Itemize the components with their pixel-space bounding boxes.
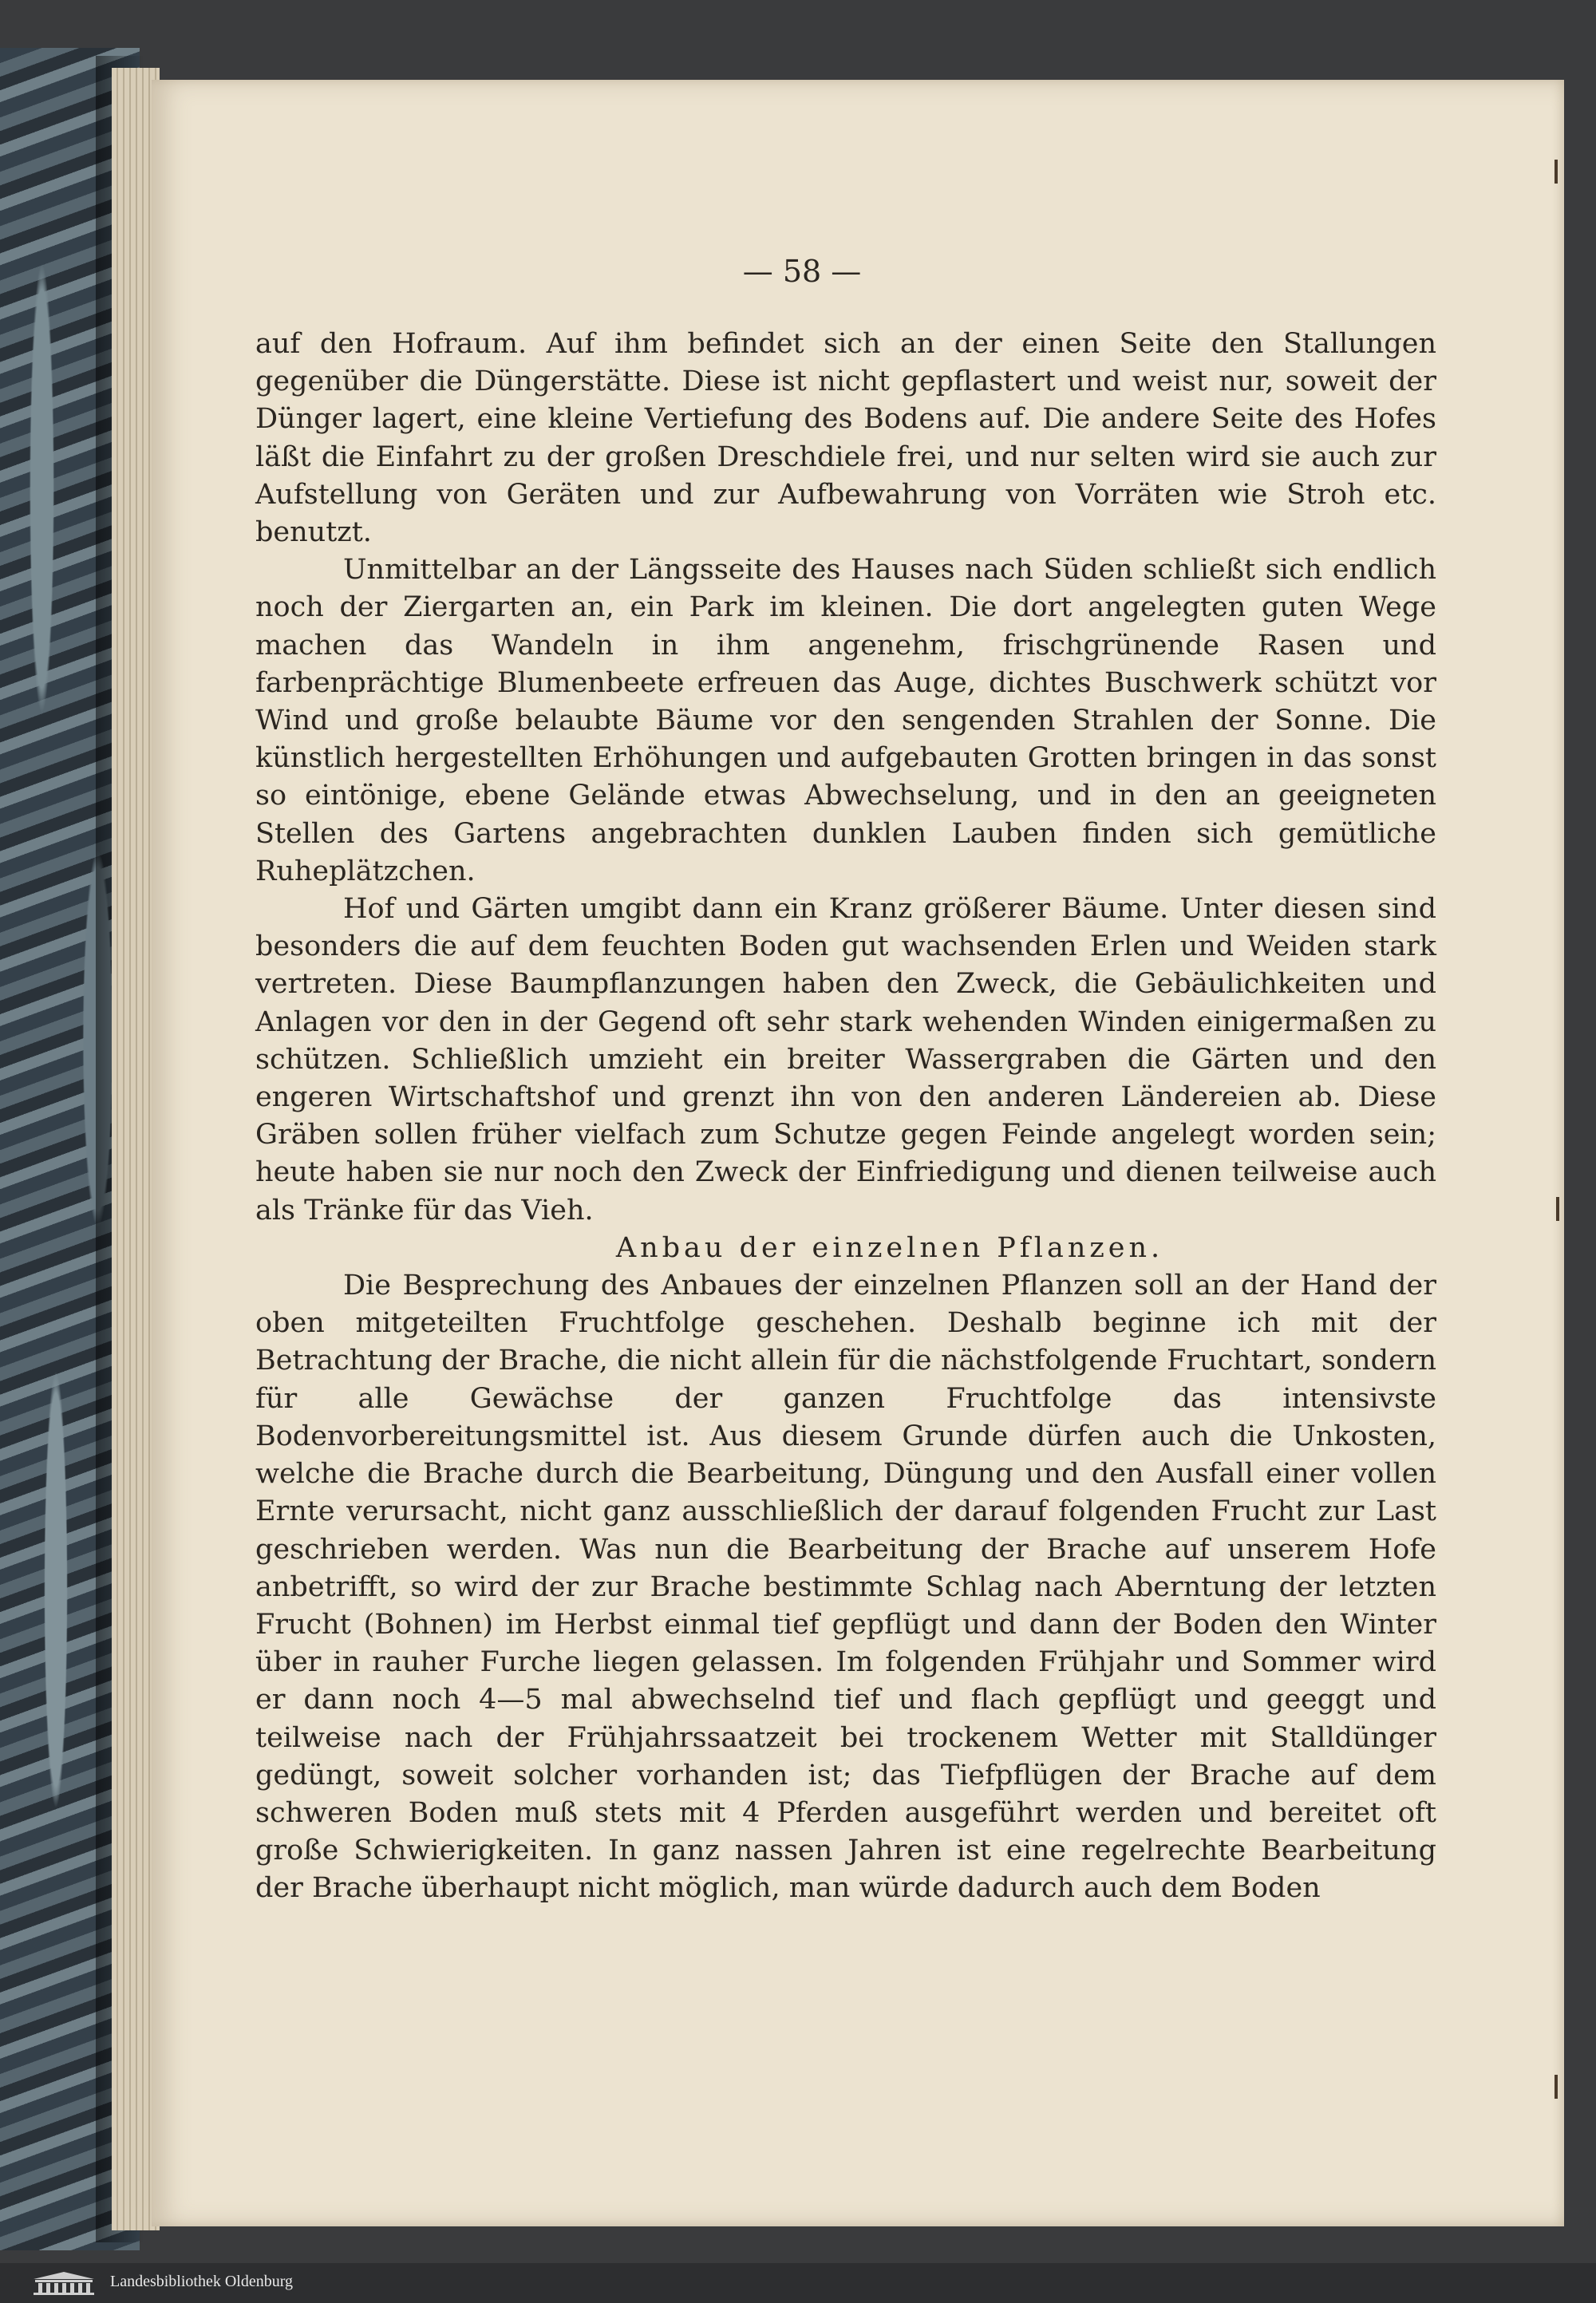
edge-mark (1555, 160, 1558, 184)
section-heading: Anbau der einzelnen Pflanzen. (615, 1231, 1164, 1264)
paragraph-3: Hof und Gärten umgibt dann ein Kranz größerer Bäume. Unter diesen sind besonders die auf dem feuchten Boden gut wachsenden Erlen und Weiden stark vertreten. Diese Baumpflanzungen haben den Zweck, die Gebäulichkeiten und Anlagen vor den in der Gegend oft sehr stark wehenden Winden einigermaßen zu schützen. Schließlich umzieht ein breiter Wassergraben die Gärten und den engeren Wirtschaftshof und grenzt ihn von den anderen Ländereien ab. Diese Gräben sollen früher vielfach zum Schutze gegen Feinde angelegt worden sein; heute haben sie nur noch den Zweck der Einfriedigung und dienen teilweise auch als Tränke für das Vieh. (255, 893, 1436, 1227)
paragraph-2: Unmittelbar an der Längsseite des Hauses nach Süden schließt sich endlich noch der Ziergarten an, ein Park im kleinen. Die dort angelegten guten Wege machen das Wandeln in ihm angenehm, frischgrünende Rasen und farbenprächtige Blumenbeete erfreuen das Auge, dichtes Buschwerk schützt vor Wind und große belaubte Bäume vor den sengenden Strahlen der Sonne. Die künstlich hergestellten Erhöhungen und aufgebauten Grotten bringen in das sonst so eintönige, ebene Gelände etwas Abwechselung, und in den an geeigneten Stellen des Gartens angebrachten dunklen Lauben finden sich gemütliche Ruheplätzchen. (255, 554, 1436, 887)
library-building-icon (32, 2271, 96, 2295)
page-body (255, 326, 1436, 1908)
edge-mark (1555, 2075, 1558, 2099)
edge-mark (1556, 1197, 1559, 1221)
library-name: Landesbibliothek Oldenburg (110, 2273, 294, 2290)
page-number: — 58 — (742, 254, 862, 289)
paragraph-4: Die Besprechung des Anbaues der einzelnen Pflanzen soll an der Hand der oben mitgeteilten Fruchtfolge geschehen. Deshalb beginne ich mit der Betrachtung der Brache, die nicht allein für die nächstfolgende Fruchtart, sondern für alle Gewächse der ganzen Fruchtfolge das intensivste Bodenvorbereitungsmittel ist. Aus diesem Grunde dürfen auch die Unkosten, welche die Brache durch die Bearbeitung, Düngung und den Ausfall einer vollen Ernte verursacht, nicht ganz ausschließlich der darauf folgenden Frucht zur Last geschrieben werden. Was nun die Bearbeitung der Brache auf unserem Hofe anbetrifft, so wird der zur Brache bestimmte Schlag nach Aberntung der letzten Frucht (Bohnen) im Herbst einmal tief gepflügt und dann der Boden den Winter über in rauher Furche liegen gelassen. Im folgenden Frühjahr und Sommer wird er dann noch 4—5 mal abwechselnd tief und flach gepflügt und geeggt und teilweise nach der Frühjahrssaatzeit bei trockenem Wetter mit Stalldünger gedüngt, soweit solcher vorhanden ist; das Tiefpflügen der Brache auf dem schweren Boden muß stets mit 4 Pferden ausgeführt werden und bereitet oft große Schwierigkeiten. In ganz nassen Jahren ist eine regelrechte Bearbeitung der Brache überhaupt nicht möglich, man würde dadurch auch dem Boden (255, 1270, 1436, 1905)
paragraph-1: auf den Hofraum. Auf ihm befindet sich an der einen Seite den Stallungen gegenüber die Düngerstätte. Diese ist nicht gepflastert und weist nur, soweit der Dünger lagert, eine kleine Vertiefung des Bodens auf. Die andere Seite des Hofes läßt die Einfahrt zu der großen Dreschdiele frei, und nur selten wird sie auch zur Aufstellung von Geräten und zur Aufbewahrung von Vorräten wie Stroh etc. benutzt. (255, 328, 1436, 549)
